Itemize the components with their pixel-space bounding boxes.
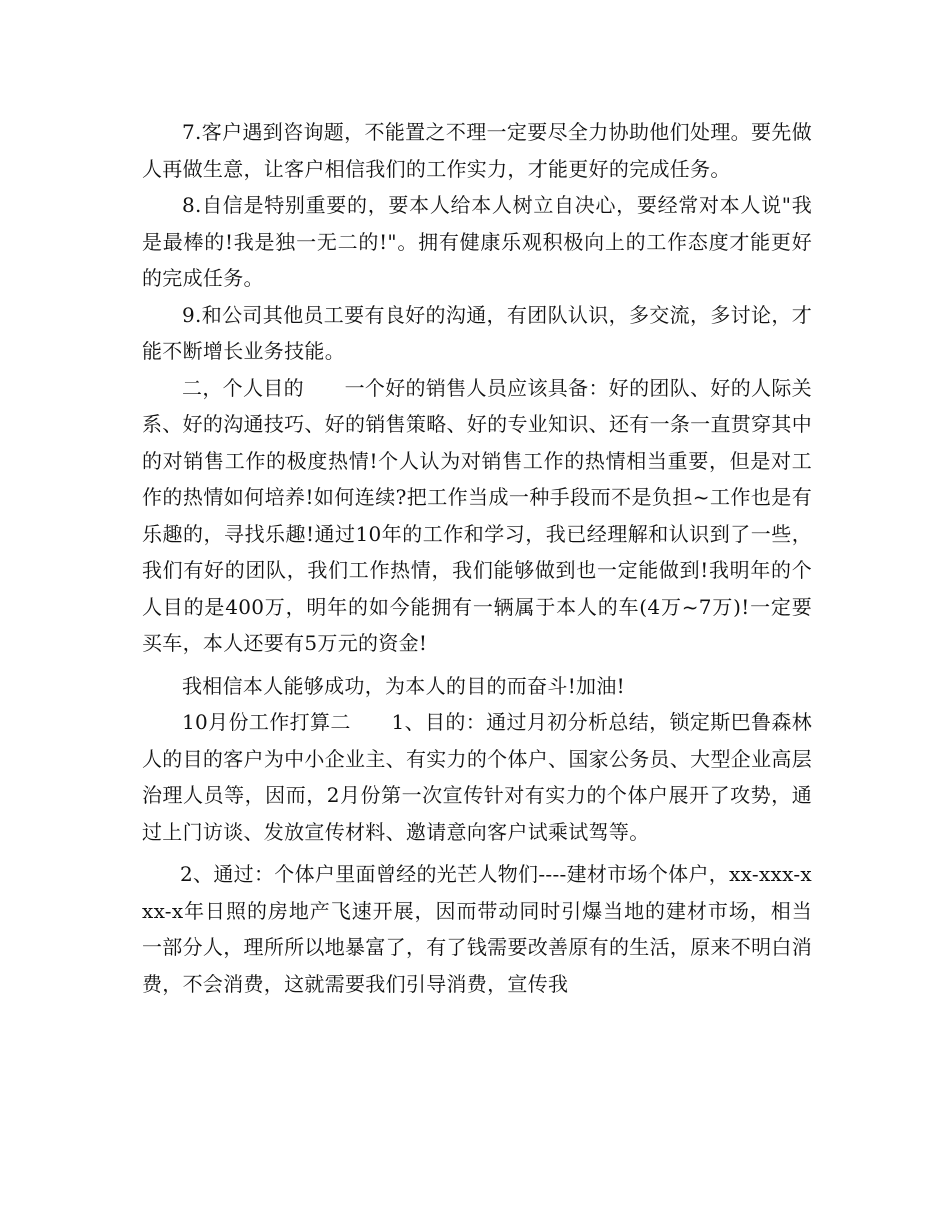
- paragraph-october-plan: 10月份工作打算二 1、目的：通过月初分析总结，锁定斯巴鲁森林人的目的客户为中小企业主、有实力的个体户、国家公务员、大型企业高层治理人员等，因而，2月份第一次宣传针对有实力的个体户展开了攻势，通过上门访谈、发放宣传材料、邀请意向客户试乘试驾等。: [142, 710, 812, 844]
- paragraph-item-8: 8.自信是特别重要的，要本人给本人树立自决心，要经常对本人说"我是最棒的!我是独一无二的!"。拥有健康乐观积极向上的工作态度才能更好的完成任务。: [142, 193, 812, 290]
- paragraph-item-7: 7.客户遇到咨询题，不能置之不理一定要尽全力协助他们处理。要先做人再做生意，让客户相信我们的工作实力，才能更好的完成任务。: [142, 120, 812, 181]
- document-body: [142, 114, 812, 1002]
- paragraph-confidence: 我相信本人能够成功，为本人的目的而奋斗!加油!: [182, 673, 625, 698]
- paragraph-approach: 2、通过：个体户里面曾经的光芒人物们----建材市场个体户，xx-xxx-xxx-x年日照的房地产飞速开展，因而带动同时引爆当地的建材市场，相当一部分人，理所所以地暴富了，有了钱需要改善原有的生活，原来不明白消费，不会消费，这就需要我们引导消费，宣传我: [142, 862, 812, 996]
- paragraph-personal-goal: 二，个人目的 一个好的销售人员应该具备：好的团队、好的人际关系、好的沟通技巧、好的销售策略、好的专业知识、还有一条一直贯穿其中的对销售工作的极度热情!个人认为对销售工作的热情相当重要，但是对工作的热情如何培养!如何连续?把工作当成一种手段而不是负担~工作也是有乐趣的，寻找乐趣!通过10年的工作和学习，我已经理解和认识到了一些，我们有好的团队，我们工作热情，我们能够做到也一定能做到!我明年的个人目的是400万，明年的如今能拥有一辆属于本人的车(4万~7万)!一定要买车，本人还要有5万元的资金!: [142, 375, 812, 655]
- paragraph-item-9: 9.和公司其他员工要有良好的沟通，有团队认识，多交流，多讨论，才能不断增长业务技能。: [142, 302, 812, 363]
